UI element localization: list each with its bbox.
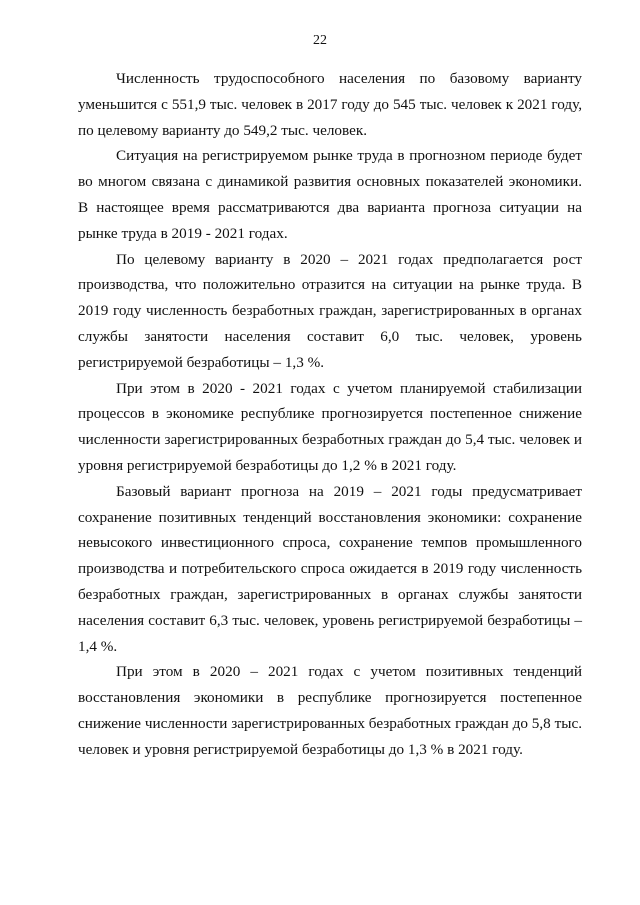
page-number: 22 bbox=[313, 33, 327, 48]
paragraph-working-age-population: Численность трудоспособного населения по базовому варианту уменьшится с 551,9 тыс. человек в 2017 году до 545 тыс. человек к 2021 году, по целевому варианту до 549,2 тыс. человек. bbox=[78, 70, 582, 139]
document-body bbox=[78, 66, 582, 763]
paragraph-target-variant: По целевому варианту в 2020 – 2021 годах предполагается рост производства, что положительно отразится на ситуации на рынке труда. В 2019 году численность безработных граждан, зарегистрированных в органах службы занятости населения составит 6,0 тыс. человек, уровень регистрируемой безработицы – 1,3 %. bbox=[78, 250, 582, 371]
paragraph-base-variant: Базовый вариант прогноза на 2019 – 2021 годы предусматривает сохранение позитивных тенденций восстановления экономики: сохранение невысокого инвестиционного спроса, сохранение темпов промышленного производства и потребительского спроса ожидается в 2019 году численность безработных граждан, зарегистрированных в органах службы занятости населения составит 6,3 тыс. человек, уровень регистрируемой безработицы – 1,4 %. bbox=[78, 482, 582, 655]
paragraph-target-variant-2020-2021: При этом в 2020 - 2021 годах с учетом планируемой стабилизации процессов в экономике республике прогнозируется постепенное снижение численности зарегистрированных безработных граждан до 5,4 тыс. человек и уровня регистрируемой безработицы до 1,2 % в 2021 году. bbox=[78, 379, 582, 474]
paragraph-base-variant-2020-2021: При этом в 2020 – 2021 годах с учетом позитивных тенденций восстановления экономики в республике прогнозируется постепенное снижение численности зарегистрированных безработных граждан до 5,8 тыс. человек и уровня регистрируемой безработицы до 1,3 % в 2021 году. bbox=[78, 663, 582, 758]
paragraph-labor-market-situation: Ситуация на регистрируемом рынке труда в прогнозном периоде будет во многом связана с динамикой развития основных показателей экономики. В настоящее время рассматриваются два варианта прогноза ситуации на рынке труда в 2019 - 2021 годах. bbox=[78, 147, 582, 242]
